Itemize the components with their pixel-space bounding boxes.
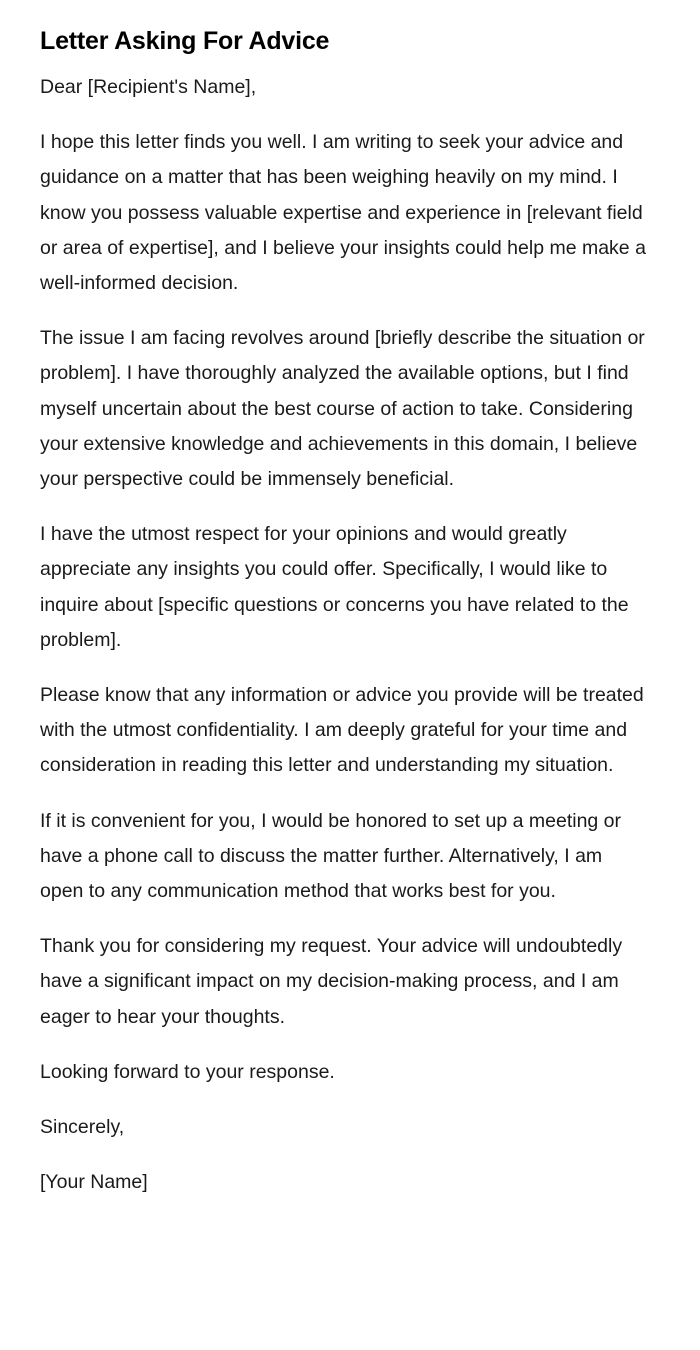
closing-line: Looking forward to your response. (40, 1060, 335, 1083)
body-paragraph-2: The issue I am facing revolves around [briefly describe the situation or problem]. I have thoroughly analyzed the available options, but I find myself uncertain about the best course of action to take. Considering your extensive knowledge and achievements in this domain, I believe your perspective could be immensely beneficial. (40, 327, 645, 491)
body-paragraph-5: If it is convenient for you, I would be honored to set up a meeting or have a phone call to discuss the matter further. Alternatively, I am open to any communication method that works best for you. (40, 809, 622, 903)
sign-off: Sincerely, (40, 1116, 125, 1139)
body-paragraph-4: Please know that any information or advice you provide will be treated with the utmost confidentiality. I am deeply grateful for your time and consideration in reading this letter and understanding my situation. (40, 684, 644, 777)
body-paragraph-3: I have the utmost respect for your opinions and would greatly appreciate any insights you could offer. Specifically, I would like to inquire about [specific questions or concerns you have related to the problem]. (40, 523, 629, 651)
page-title: Letter Asking For Advice (40, 27, 330, 55)
body-paragraph-1: I hope this letter finds you well. I am writing to seek your advice and guidance on a matter that has been weighing heavily on my mind. I know you possess valuable expertise and experience in [relevant field or area of expertise], and I believe your insights could help me make a well-informed decision. (40, 131, 646, 295)
body-paragraph-6: Thank you for considering my request. Your advice will undoubtedly have a significant impact on my decision-making process, and I am eager to hear your thoughts. (40, 935, 623, 1028)
letter (40, 26, 646, 1220)
signature-placeholder: [Your Name] (40, 1171, 148, 1194)
salutation: Dear [Recipient's Name], (40, 76, 257, 98)
